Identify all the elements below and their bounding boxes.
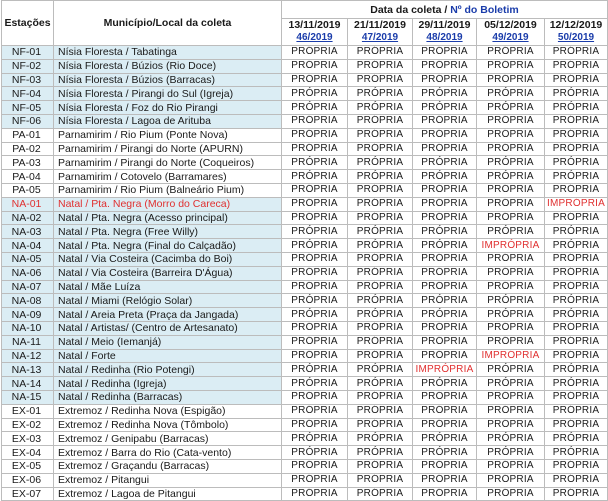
status-cell: PRÓPRIA (282, 225, 348, 239)
station-code: NA-06 (2, 266, 54, 280)
status-cell: PRÓPRIA (413, 114, 477, 128)
station-code: NA-07 (2, 280, 54, 294)
status-cell: PRÓPRIA (477, 377, 545, 391)
status-cell: PRÓPRIA (545, 335, 608, 349)
status-cell: PRÓPRIA (545, 418, 608, 432)
status-cell: IMPRÓPRIA (545, 197, 608, 211)
status-cell: PRÓPRIA (282, 473, 348, 487)
station-location: Natal / Meio (Iemanjá) (54, 335, 282, 349)
status-cell: PRÓPRIA (348, 183, 413, 197)
status-cell: PRÓPRIA (282, 349, 348, 363)
station-location: Extremoz / Genipabu (Barracas) (54, 432, 282, 446)
status-cell: PRÓPRIA (477, 404, 545, 418)
status-cell: IMPRÓPRIA (413, 363, 477, 377)
table-row (2, 87, 608, 101)
table-row (2, 101, 608, 115)
header-data-coleta (282, 1, 608, 19)
status-cell: PRÓPRIA (282, 114, 348, 128)
status-cell: PRÓPRIA (545, 446, 608, 460)
status-cell: PRÓPRIA (282, 335, 348, 349)
table-row (2, 294, 608, 308)
station-location: Natal / Redinha (Igreja) (54, 377, 282, 391)
header-data-label: Data da coleta / (370, 3, 451, 16)
status-cell: PRÓPRIA (545, 252, 608, 266)
status-cell: PRÓPRIA (413, 349, 477, 363)
status-cell: PRÓPRIA (545, 308, 608, 322)
status-cell: PRÓPRIA (477, 321, 545, 335)
station-location: Natal / Via Costeira (Barreira D'Água) (54, 266, 282, 280)
station-location: Parnamirim / Pirangi do Norte (APURN) (54, 142, 282, 156)
status-cell: PRÓPRIA (545, 170, 608, 184)
station-location: Natal / Pta. Negra (Free Willy) (54, 225, 282, 239)
station-location: Extremoz / Redinha Nova (Espigão) (54, 404, 282, 418)
station-code: NA-05 (2, 252, 54, 266)
status-cell: PRÓPRIA (348, 432, 413, 446)
table-row (2, 73, 608, 87)
station-code: NF-06 (2, 114, 54, 128)
status-cell: PRÓPRIA (413, 280, 477, 294)
station-location: Natal / Areia Preta (Praça da Jangada) (54, 308, 282, 322)
station-location: Extremoz / Redinha Nova (Tômbolo) (54, 418, 282, 432)
status-cell: PRÓPRIA (282, 294, 348, 308)
status-cell: PRÓPRIA (348, 473, 413, 487)
status-cell: PRÓPRIA (545, 294, 608, 308)
status-cell: PRÓPRIA (545, 239, 608, 253)
status-cell: PRÓPRIA (282, 418, 348, 432)
status-cell: PRÓPRIA (413, 197, 477, 211)
status-cell: PRÓPRIA (413, 321, 477, 335)
status-cell: PRÓPRIA (282, 87, 348, 101)
station-location: Parnamirim / Rio Pium (Balneário Pium) (54, 183, 282, 197)
status-cell: PRÓPRIA (348, 349, 413, 363)
status-cell: PRÓPRIA (413, 377, 477, 391)
status-cell: PRÓPRIA (348, 128, 413, 142)
status-cell: PRÓPRIA (348, 225, 413, 239)
status-cell: PRÓPRIA (545, 142, 608, 156)
status-cell: PRÓPRIA (545, 349, 608, 363)
status-cell: PRÓPRIA (477, 266, 545, 280)
station-code: NA-15 (2, 390, 54, 404)
table-row (2, 114, 608, 128)
station-location: Nísia Floresta / Pirangi do Sul (Igreja) (54, 87, 282, 101)
status-cell: PRÓPRIA (413, 87, 477, 101)
table-row (2, 432, 608, 446)
status-cell: PRÓPRIA (282, 446, 348, 460)
status-cell: PRÓPRIA (348, 308, 413, 322)
status-cell: PRÓPRIA (413, 142, 477, 156)
status-cell: PRÓPRIA (282, 46, 348, 60)
header-boletim: 49/2019 (477, 31, 545, 45)
status-cell: PRÓPRIA (545, 363, 608, 377)
status-cell: PRÓPRIA (477, 183, 545, 197)
status-cell: PRÓPRIA (348, 280, 413, 294)
table-row (2, 280, 608, 294)
status-cell: PRÓPRIA (348, 73, 413, 87)
table-row (2, 252, 608, 266)
header-municipio: Município/Local da coleta (54, 1, 282, 46)
table-row (2, 266, 608, 280)
status-cell: PRÓPRIA (348, 377, 413, 391)
status-cell: PRÓPRIA (282, 59, 348, 73)
station-location: Nísia Floresta / Lagoa de Arituba (54, 114, 282, 128)
station-code: PA-04 (2, 170, 54, 184)
status-cell: PRÓPRIA (282, 128, 348, 142)
status-cell: PRÓPRIA (282, 459, 348, 473)
status-cell: PRÓPRIA (282, 183, 348, 197)
status-cell: PRÓPRIA (477, 225, 545, 239)
table-row (2, 142, 608, 156)
status-cell: PRÓPRIA (348, 459, 413, 473)
header-date: 05/12/2019 (477, 19, 545, 32)
status-cell: PRÓPRIA (545, 377, 608, 391)
table-header (2, 1, 608, 46)
status-cell: PRÓPRIA (545, 101, 608, 115)
status-cell: PRÓPRIA (413, 59, 477, 73)
station-location: Natal / Miami (Relógio Solar) (54, 294, 282, 308)
header-date: 12/12/2019 (545, 19, 608, 32)
status-cell: PRÓPRIA (477, 211, 545, 225)
table-row (2, 487, 608, 501)
balneabilidade-table (1, 0, 608, 501)
status-cell: PRÓPRIA (413, 46, 477, 60)
status-cell: PRÓPRIA (477, 280, 545, 294)
status-cell: PRÓPRIA (348, 142, 413, 156)
status-cell: PRÓPRIA (477, 142, 545, 156)
status-cell: PRÓPRIA (282, 156, 348, 170)
table-row (2, 321, 608, 335)
station-code: EX-01 (2, 404, 54, 418)
status-cell: PRÓPRIA (348, 101, 413, 115)
station-location: Natal / Pta. Negra (Acesso principal) (54, 211, 282, 225)
station-code: NA-03 (2, 225, 54, 239)
status-cell: PRÓPRIA (477, 446, 545, 460)
station-code: NF-03 (2, 73, 54, 87)
status-cell: PRÓPRIA (282, 252, 348, 266)
status-cell: PRÓPRIA (413, 239, 477, 253)
table-row (2, 183, 608, 197)
status-cell: IMPRÓPRIA (477, 349, 545, 363)
status-cell: PRÓPRIA (477, 308, 545, 322)
status-cell: PRÓPRIA (282, 321, 348, 335)
status-cell: PRÓPRIA (413, 156, 477, 170)
status-cell: PRÓPRIA (413, 473, 477, 487)
header-date: 13/11/2019 (282, 19, 348, 32)
status-cell: PRÓPRIA (282, 73, 348, 87)
status-cell: PRÓPRIA (545, 404, 608, 418)
status-cell: PRÓPRIA (477, 487, 545, 501)
status-cell: PRÓPRIA (282, 239, 348, 253)
status-cell: PRÓPRIA (413, 335, 477, 349)
station-code: EX-05 (2, 459, 54, 473)
station-location: Nísia Floresta / Búzios (Rio Doce) (54, 59, 282, 73)
station-code: EX-02 (2, 418, 54, 432)
station-code: NF-04 (2, 87, 54, 101)
table-row (2, 363, 608, 377)
status-cell: PRÓPRIA (348, 87, 413, 101)
status-cell: PRÓPRIA (545, 87, 608, 101)
status-cell: PRÓPRIA (282, 487, 348, 501)
station-code: PA-05 (2, 183, 54, 197)
status-cell: PRÓPRIA (413, 404, 477, 418)
status-cell: PRÓPRIA (545, 183, 608, 197)
status-cell: PRÓPRIA (348, 321, 413, 335)
status-cell: PRÓPRIA (477, 101, 545, 115)
status-cell: PRÓPRIA (348, 170, 413, 184)
table-row (2, 59, 608, 73)
status-cell: PRÓPRIA (282, 142, 348, 156)
status-cell: PRÓPRIA (282, 197, 348, 211)
status-cell: PRÓPRIA (477, 418, 545, 432)
status-cell: PRÓPRIA (348, 197, 413, 211)
station-location: Natal / Pta. Negra (Morro do Careca) (54, 197, 282, 211)
status-cell: PRÓPRIA (348, 211, 413, 225)
station-location: Nísia Floresta / Búzios (Barracas) (54, 73, 282, 87)
table-row (2, 156, 608, 170)
station-location: Parnamirim / Pirangi do Norte (Coqueiros) (54, 156, 282, 170)
status-cell: PRÓPRIA (545, 280, 608, 294)
status-cell: PRÓPRIA (413, 294, 477, 308)
status-cell: PRÓPRIA (413, 266, 477, 280)
status-cell: PRÓPRIA (282, 363, 348, 377)
station-code: NA-02 (2, 211, 54, 225)
status-cell: PRÓPRIA (348, 266, 413, 280)
table-row (2, 239, 608, 253)
status-cell: PRÓPRIA (545, 321, 608, 335)
table-row (2, 197, 608, 211)
station-location: Natal / Redinha (Barracas) (54, 390, 282, 404)
table-row (2, 170, 608, 184)
status-cell: PRÓPRIA (348, 363, 413, 377)
status-cell: PRÓPRIA (282, 211, 348, 225)
status-cell: PRÓPRIA (413, 446, 477, 460)
status-cell: PRÓPRIA (348, 390, 413, 404)
status-cell: PRÓPRIA (545, 156, 608, 170)
status-cell: PRÓPRIA (413, 252, 477, 266)
status-cell: PRÓPRIA (477, 294, 545, 308)
status-cell: PRÓPRIA (477, 87, 545, 101)
status-cell: PRÓPRIA (282, 280, 348, 294)
station-location: Nísia Floresta / Tabatinga (54, 46, 282, 60)
status-cell: PRÓPRIA (348, 487, 413, 501)
station-location: Natal / Mãe Luíza (54, 280, 282, 294)
table-body (2, 46, 608, 501)
status-cell: PRÓPRIA (348, 335, 413, 349)
status-cell: PRÓPRIA (545, 390, 608, 404)
table-row (2, 46, 608, 60)
status-cell: PRÓPRIA (282, 404, 348, 418)
status-cell: PRÓPRIA (348, 252, 413, 266)
status-cell: PRÓPRIA (282, 308, 348, 322)
status-cell: PRÓPRIA (477, 363, 545, 377)
status-cell: PRÓPRIA (282, 390, 348, 404)
table-row (2, 377, 608, 391)
status-cell: PRÓPRIA (413, 459, 477, 473)
header-boletim: 50/2019 (545, 31, 608, 45)
status-cell: PRÓPRIA (477, 197, 545, 211)
table-row (2, 446, 608, 460)
status-cell: PRÓPRIA (348, 239, 413, 253)
status-cell: PRÓPRIA (545, 266, 608, 280)
status-cell: PRÓPRIA (413, 170, 477, 184)
station-code: PA-02 (2, 142, 54, 156)
status-cell: PRÓPRIA (477, 46, 545, 60)
status-cell: PRÓPRIA (413, 432, 477, 446)
table-row (2, 404, 608, 418)
station-code: EX-06 (2, 473, 54, 487)
status-cell: PRÓPRIA (282, 170, 348, 184)
status-cell: PRÓPRIA (282, 101, 348, 115)
status-cell: PRÓPRIA (413, 73, 477, 87)
status-cell: PRÓPRIA (477, 459, 545, 473)
table-row (2, 225, 608, 239)
station-code: NA-11 (2, 335, 54, 349)
status-cell: PRÓPRIA (545, 225, 608, 239)
station-code: EX-03 (2, 432, 54, 446)
status-cell: PRÓPRIA (545, 211, 608, 225)
status-cell: PRÓPRIA (477, 432, 545, 446)
header-date: 29/11/2019 (413, 19, 477, 32)
status-cell: PRÓPRIA (282, 266, 348, 280)
header-boletim: 47/2019 (348, 31, 413, 45)
station-code: NA-04 (2, 239, 54, 253)
status-cell: PRÓPRIA (477, 156, 545, 170)
status-cell: PRÓPRIA (413, 128, 477, 142)
station-location: Natal / Redinha (Rio Potengi) (54, 363, 282, 377)
status-cell: PRÓPRIA (477, 128, 545, 142)
status-cell: PRÓPRIA (477, 73, 545, 87)
table-row (2, 459, 608, 473)
station-location: Parnamirim / Cotovelo (Barramares) (54, 170, 282, 184)
status-cell: PRÓPRIA (348, 156, 413, 170)
station-code: NA-14 (2, 377, 54, 391)
status-cell: PRÓPRIA (545, 114, 608, 128)
status-cell: PRÓPRIA (477, 59, 545, 73)
status-cell: PRÓPRIA (413, 390, 477, 404)
station-location: Natal / Forte (54, 349, 282, 363)
table-row (2, 211, 608, 225)
table-row (2, 473, 608, 487)
status-cell: PRÓPRIA (348, 418, 413, 432)
station-code: NA-12 (2, 349, 54, 363)
station-code: PA-03 (2, 156, 54, 170)
table-row (2, 335, 608, 349)
status-cell: PRÓPRIA (348, 46, 413, 60)
status-cell: PRÓPRIA (545, 59, 608, 73)
header-boletim: 46/2019 (282, 31, 348, 45)
status-cell: PRÓPRIA (348, 59, 413, 73)
station-code: EX-04 (2, 446, 54, 460)
status-cell: PRÓPRIA (282, 432, 348, 446)
table-row (2, 308, 608, 322)
station-location: Natal / Artistas/ (Centro de Artesanato) (54, 321, 282, 335)
station-code: NF-01 (2, 46, 54, 60)
status-cell: PRÓPRIA (413, 225, 477, 239)
status-cell: PRÓPRIA (348, 294, 413, 308)
header-date: 21/11/2019 (348, 19, 413, 32)
status-cell: PRÓPRIA (348, 446, 413, 460)
status-cell: PRÓPRIA (545, 459, 608, 473)
station-location: Nísia Floresta / Foz do Rio Pirangi (54, 101, 282, 115)
station-code: EX-07 (2, 487, 54, 501)
header-boletim: 48/2019 (413, 31, 477, 45)
station-code: NA-10 (2, 321, 54, 335)
station-code: NA-09 (2, 308, 54, 322)
table-row (2, 349, 608, 363)
station-code: NA-13 (2, 363, 54, 377)
station-location: Natal / Via Costeira (Cacimba do Boi) (54, 252, 282, 266)
station-location: Extremoz / Graçandu (Barracas) (54, 459, 282, 473)
station-code: NA-08 (2, 294, 54, 308)
status-cell: PRÓPRIA (348, 404, 413, 418)
station-location: Extremoz / Lagoa de Pitangui (54, 487, 282, 501)
status-cell: PRÓPRIA (545, 46, 608, 60)
status-cell: PRÓPRIA (477, 114, 545, 128)
status-cell: PRÓPRIA (413, 418, 477, 432)
status-cell: PRÓPRIA (282, 377, 348, 391)
station-location: Parnamirim / Rio Pium (Ponte Nova) (54, 128, 282, 142)
status-cell: PRÓPRIA (413, 211, 477, 225)
station-code: NA-01 (2, 197, 54, 211)
header-boletim-label: Nº do Boletim (450, 3, 519, 16)
status-cell: PRÓPRIA (477, 335, 545, 349)
status-cell: PRÓPRIA (477, 390, 545, 404)
status-cell: PRÓPRIA (477, 252, 545, 266)
status-cell: PRÓPRIA (413, 183, 477, 197)
status-cell: PRÓPRIA (545, 473, 608, 487)
table-row (2, 390, 608, 404)
status-cell: PRÓPRIA (545, 73, 608, 87)
header-estacoes: Estações (2, 1, 54, 46)
status-cell: PRÓPRIA (348, 114, 413, 128)
status-cell: PRÓPRIA (545, 487, 608, 501)
status-cell: PRÓPRIA (413, 308, 477, 322)
station-code: NF-02 (2, 59, 54, 73)
table-row (2, 418, 608, 432)
station-location: Natal / Pta. Negra (Final do Calçadão) (54, 239, 282, 253)
status-cell: IMPRÓPRIA (477, 239, 545, 253)
status-cell: PRÓPRIA (477, 473, 545, 487)
station-location: Extremoz / Pitangui (54, 473, 282, 487)
status-cell: PRÓPRIA (413, 487, 477, 501)
station-code: PA-01 (2, 128, 54, 142)
status-cell: PRÓPRIA (413, 101, 477, 115)
station-location: Extremoz / Barra do Rio (Cata-vento) (54, 446, 282, 460)
status-cell: PRÓPRIA (477, 170, 545, 184)
station-code: NF-05 (2, 101, 54, 115)
table-row (2, 128, 608, 142)
status-cell: PRÓPRIA (545, 128, 608, 142)
status-cell: PRÓPRIA (545, 432, 608, 446)
